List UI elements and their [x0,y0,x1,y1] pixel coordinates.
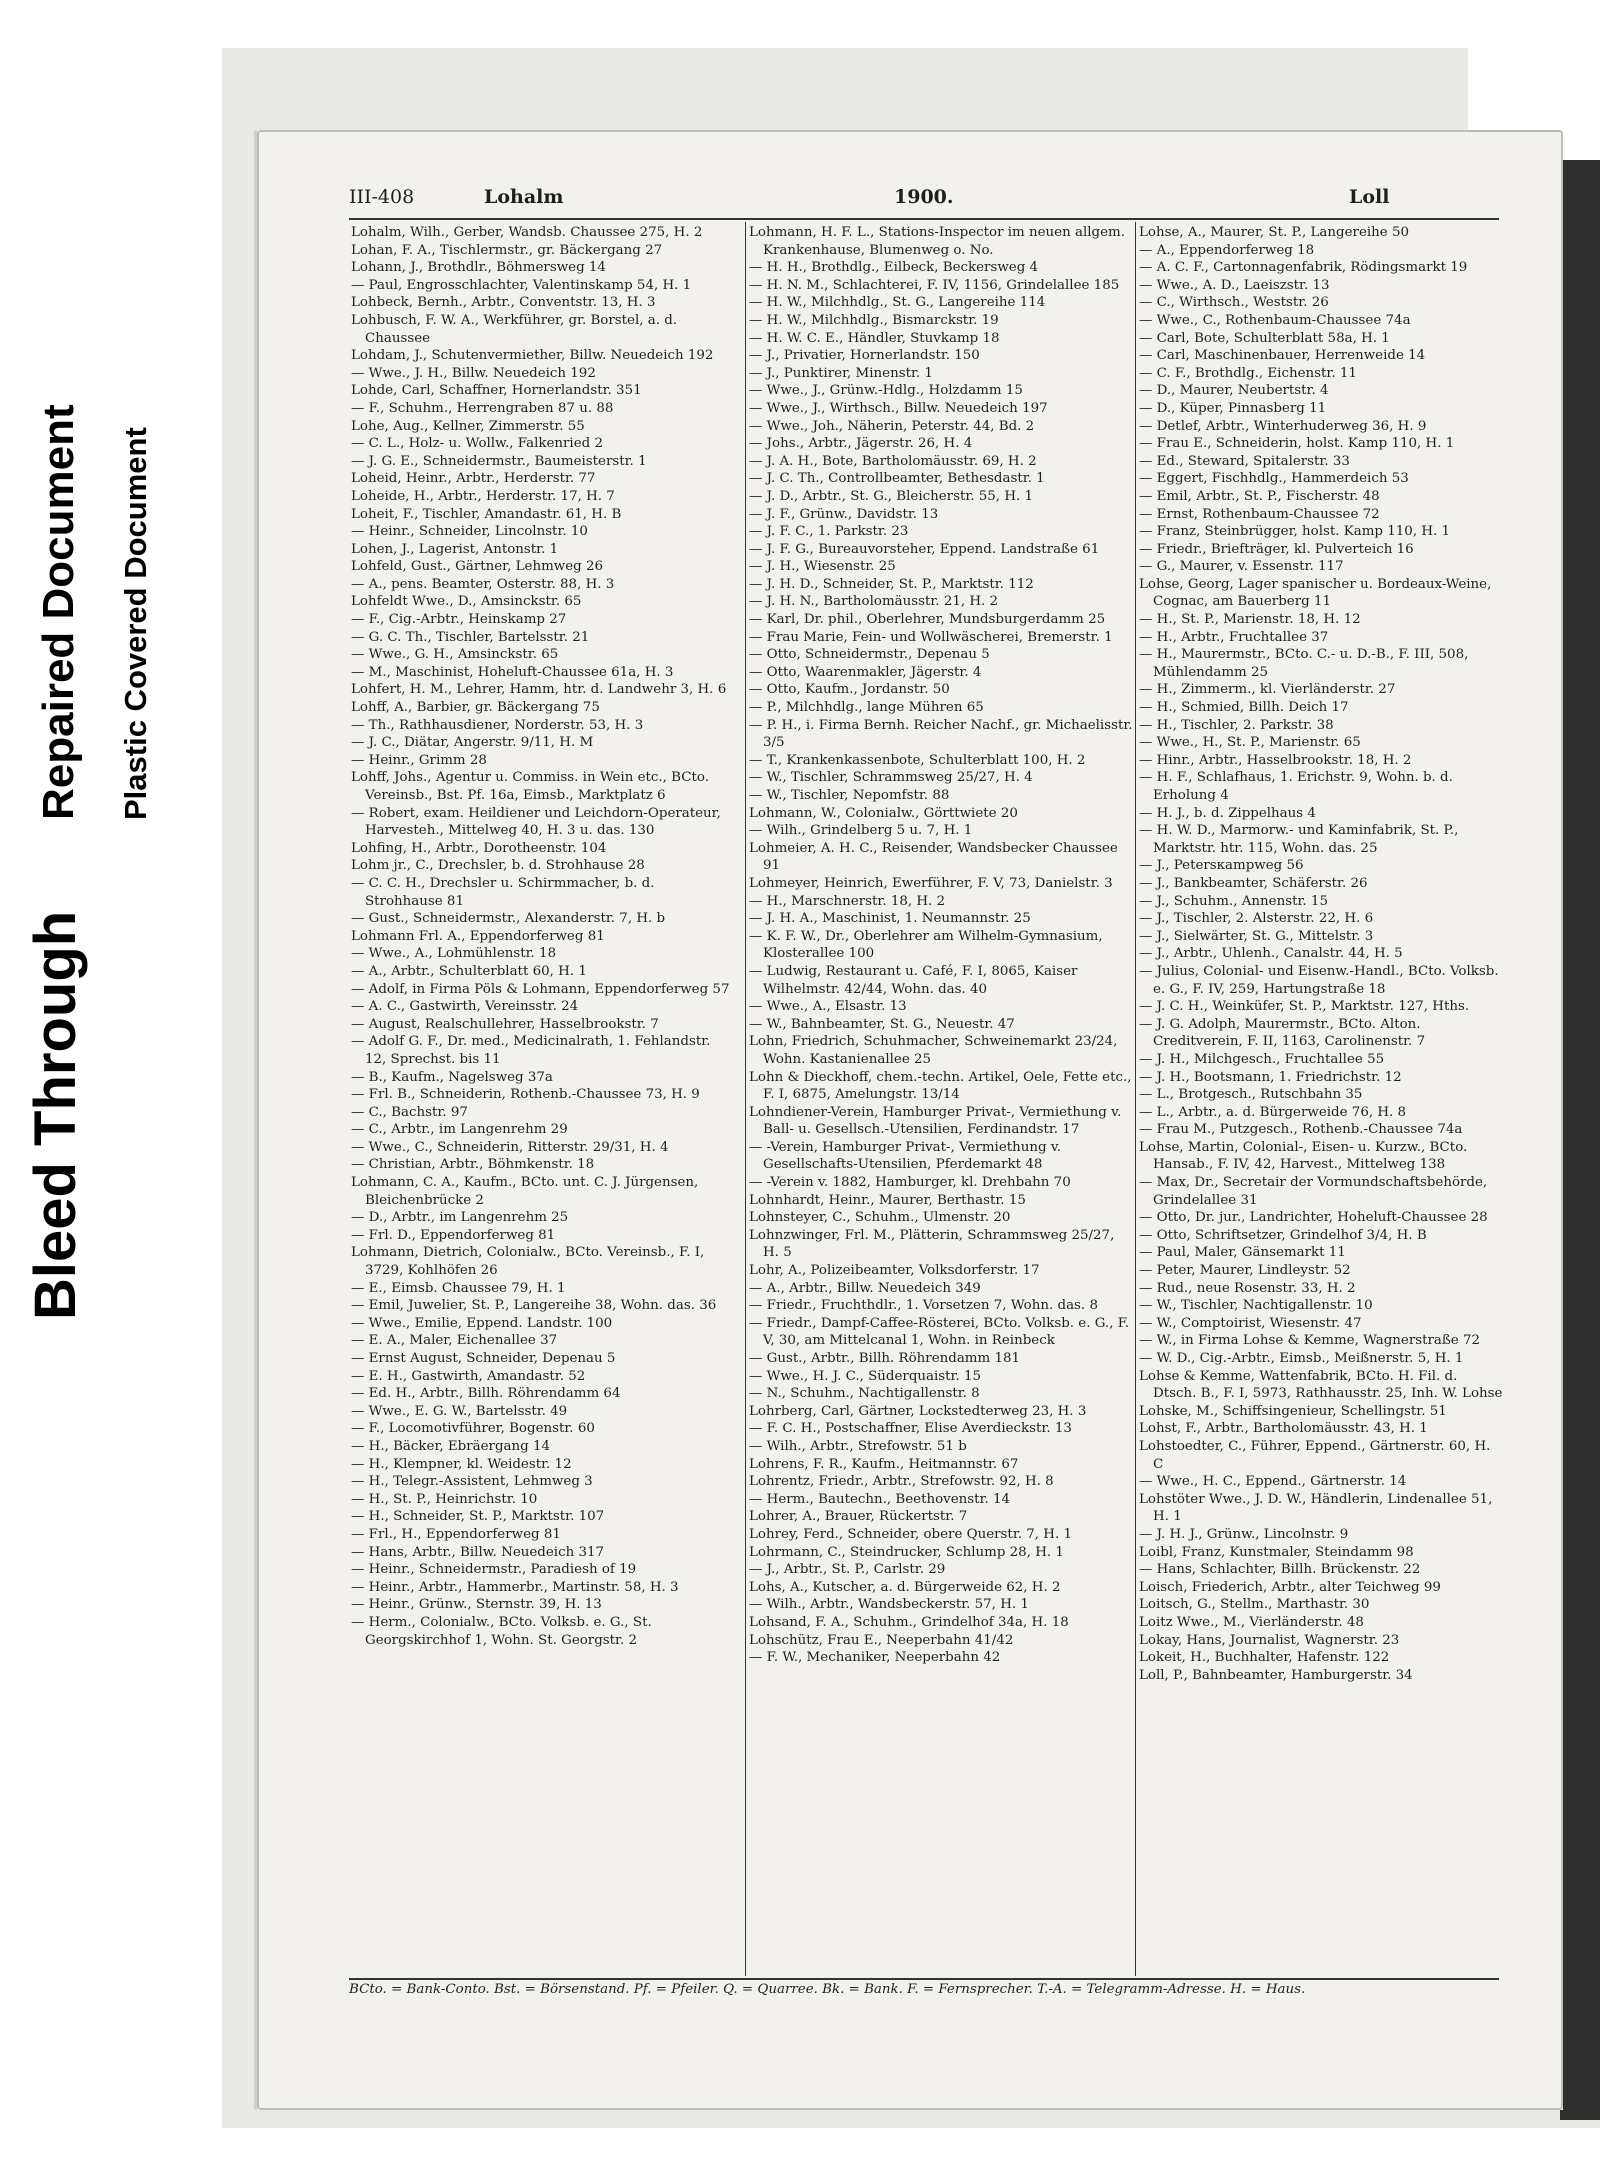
directory-entry: — Wwe., J. H., Billw. Neuedeich 192 [351,365,596,381]
directory-entry: Lohschütz, Frau E., Neeperbahn 41/42 [749,1632,1014,1648]
directory-entry: Lohmann, Dietrich, Colonialw., BCto. Vereinsb., F. I, 3729, Kohlhöfen 26 [351,1245,705,1279]
directory-entry: — Heinr., Grünw., Sternstr. 39, H. 13 [351,1597,602,1613]
directory-entry: — Ernst August, Schneider, Depenau 5 [351,1351,616,1366]
directory-entry: — Peter, Maurer, Lindleystr. 52 [1139,1263,1351,1279]
directory-entry: — Emil, Juwelier, St. P., Langereihe 38, Wohn. das. 36 [351,1298,717,1314]
directory-entry: — J. D., Arbtr., St. G., Bleicherstr. 55, H. 1 [749,488,1034,504]
directory-entry: — J. C. Th., Controllbeamter, Bethesdastr. 1 [749,471,1045,487]
directory-entry: — J. G. Adolph, Maurermstr., BCto. Alton. Creditverein, F. II, 1163, Carolinenstr. 7 [1139,1016,1426,1050]
directory-entry: Lohfert, H. M., Lehrer, Hamm, htr. d. Landwehr 3, H. 6 [351,682,727,698]
directory-entry: — H. H., Brothdlg., Eilbeck, Beckersweg 4 [749,260,1039,276]
directory-entry: — C. F., Brothdlg., Eichenstr. 11 [1139,365,1357,381]
column-divider [1135,222,1136,1976]
directory-entry: — J. H. D., Schneider, St. P., Marktstr. 112 [749,576,1034,592]
directory-entry: Loheit, F., Tischler, Amandastr. 61, H. B [351,506,622,522]
directory-entry: — H. F., Schlafhaus, 1. Erichstr. 9, Wohn. b. d. Erholung 4 [1139,770,1453,803]
directory-entry: Lohn & Dieckhoff, chem.-techn. Artikel, Oele, Fette etc., F. I, 6875, Amelungstr. 13/14 [749,1069,1132,1103]
directory-entry: — C. L., Holz- u. Wollw., Falkenried 2 [351,436,603,452]
directory-entry: Lohndiener-Verein, Hamburger Privat-, Vermiethung v. Ball- u. Gesellsch.-Utensilien, Ferdinandstr. 17 [749,1104,1122,1138]
directory-entry: — Heinr., Arbtr., Hammerbr., Martinstr. 58, H. 3 [351,1579,679,1595]
adjacent-page-edge [1560,160,1600,2120]
directory-entry: — M., Maschinist, Hoheluft-Chaussee 61a, H. 3 [351,664,674,680]
directory-entry: — J., Arbtr., St. P., Carlstr. 29 [749,1562,946,1578]
directory-entry: Lokeit, H., Buchhalter, Hafenstr. 122 [1139,1650,1390,1666]
directory-entry: — Otto, Schriftsetzer, Grindelhof 3/4, H. B [1139,1227,1427,1243]
directory-entry: — T., Krankenkassenbote, Schulterblatt 100, H. 2 [749,752,1086,768]
directory-entry: Lohrberg, Carl, Gärtner, Lockstedterweg 23, H. 3 [749,1403,1087,1419]
directory-page [254,130,1563,2110]
directory-entry: — J. F., Grünw., Davidstr. 13 [749,506,939,522]
directory-entry: — J. A. H., Bote, Bartholomäusstr. 69, H. 2 [749,453,1037,469]
directory-entry: Lohe, Aug., Kellner, Zimmerstr. 55 [351,418,585,434]
directory-entry: — Eggert, Fischhdlg., Hammerdeich 53 [1139,471,1409,487]
directory-entry: — Friedr., Fruchthdlr., 1. Vorsetzen 7, Wohn. das. 8 [749,1298,1098,1314]
directory-entry: — Julius, Colonial- und Eisenw.-Handl., BCto. Volksb. e. G., F. IV, 259, Hartungstraße 18 [1139,963,1499,997]
directory-entry: — H. W., Milchhdlg., Bismarckstr. 19 [749,312,999,328]
directory-entry: — Ernst, Rothenbaum-Chaussee 72 [1139,506,1380,522]
directory-entry: — D., Arbtr., im Langenrehm 25 [351,1210,569,1226]
directory-entry: — J. G. E., Schneidermstr., Baumeisterstr. 1 [351,453,647,469]
directory-entry: — C. C. H., Drechsler u. Schirmmacher, b. d. Strohhause 81 [351,875,655,909]
directory-entry: — W., Tischler, Nachtigallenstr. 10 [1139,1298,1373,1314]
directory-entry: — E. A., Maler, Eichenallee 37 [351,1333,558,1349]
directory-entry: — H., St. P., Marienstr. 18, H. 12 [1139,612,1361,628]
directory-entry: — C., Bachstr. 97 [351,1104,468,1120]
directory-entry: — Wwe., J., Wirthsch., Billw. Neuedeich 197 [749,400,1048,416]
directory-entry: — -Verein v. 1882, Hamburger, kl. Drehbahn 70 [749,1175,1071,1191]
directory-entry: — Wwe., J., Grünw.-Hdlg., Holzdamm 15 [749,383,1023,399]
directory-entry: — H. W., Milchhdlg., St. G., Langereihe 114 [749,295,1046,311]
directory-entry: Lohse & Kemme, Wattenfabrik, BCto. H. Fil. d. Dtsch. B., F. I, 5973, Rathhausstr. 25, Inh. W. Lohse [1139,1368,1503,1402]
directory-entry: Loitsch, G., Stellm., Marthastr. 30 [1139,1597,1370,1613]
directory-entry: — C., Arbtr., im Langenrehm 29 [351,1122,568,1138]
directory-entry: — Wwe., C., Schneiderin, Ritterstr. 29/31, H. 4 [351,1139,669,1155]
directory-entry: — H., Zimmerm., kl. Vierländerstr. 27 [1139,682,1396,698]
directory-entry: — W., Tischler, Nepomfstr. 88 [749,788,950,803]
directory-entry: Lohfeldt Wwe., D., Amsinckstr. 65 [351,594,582,610]
directory-entry: — H. N. M., Schlachterei, F. IV, 1156, Grindelallee 185 [749,277,1120,293]
directory-entry: — W., Comptoirist, Wiesenstr. 47 [1139,1315,1362,1331]
directory-entry: Lokay, Hans, Journalist, Wagnerstr. 23 [1139,1632,1400,1648]
directory-entry: — Wwe., A., Elsastr. 13 [749,999,907,1015]
repaired-document-label: Repaired Document [34,404,83,820]
directory-entry: — D., Maurer, Neubertstr. 4 [1139,383,1329,399]
page-number: III-408 [349,186,415,208]
directory-entry: — H., St. P., Heinrichstr. 10 [351,1491,538,1507]
footer-rule [349,1978,1499,1980]
directory-entry: — H. W. C. E., Händler, Stuvkamp 18 [749,330,1000,346]
directory-entry: Loisch, Friederich, Arbtr., alter Teichweg 99 [1139,1579,1441,1595]
directory-entry: Lohdam, J., Schutenvermiether, Billw. Neuedeich 192 [351,348,714,364]
directory-entry: — Heinr., Schneider, Lincolnstr. 10 [351,524,588,540]
directory-entry: — Wwe., G. H., Amsinckstr. 65 [351,647,559,663]
directory-entry: — Hans, Arbtr., Billw. Neuedeich 317 [351,1544,605,1560]
directory-entry: — Robert, exam. Heildiener und Leichdorn-Operateur, Harvestеh., Mittelweg 40, H. 3 u. das. 130 [351,805,721,839]
directory-entry: — Wilh., Grindelberg 5 u. 7, H. 1 [749,823,973,839]
directory-entry: — F. W., Mechaniker, Neeperbahn 42 [749,1650,1001,1666]
directory-entry: — Ludwig, Restaurant u. Café, F. I, 8065, Kaiser Wilhelmstr. 42/44, Wohn. das. 40 [749,963,1078,997]
directory-entry: — P., Milchhdlg., lange Mühren 65 [749,700,984,716]
column-1 [351,224,735,1976]
plastic-covered-label: Plastic Covered Document [118,427,153,820]
directory-entry: — F. C. H., Postschaffner, Elise Averdieckstr. 13 [749,1421,1072,1437]
directory-entry: — Ed. H., Arbtr., Billh. Röhrendamm 64 [351,1386,621,1402]
directory-entry: — Otto, Waarenmakler, Jägerstr. 4 [749,664,982,680]
directory-entry: Lohn, Friedrich, Schuhmacher, Schweinemarkt 23/24, Wohn. Kastanienallee 25 [749,1034,1118,1067]
left-guide-word: Lohalm [484,186,564,208]
directory-entry: — A., Eppendorferweg 18 [1139,242,1315,258]
directory-entry: — J. H. N., Bartholomäusstr. 21, H. 2 [749,594,999,610]
directory-entry: — Wwe., C., Rothenbaum-Chaussee 74a [1139,312,1411,328]
directory-entry: — H., Telegr.-Assistent, Lehmweg 3 [351,1474,593,1490]
directory-entry: — J. C. H., Weinküfer, St. P., Marktstr. 127, Hths. [1139,999,1470,1015]
directory-entry: — J., Punktirer, Minenstr. 1 [749,365,933,381]
directory-entry: — H., Schneider, St. P., Marktstr. 107 [351,1509,605,1525]
directory-entry: — H., Schmied, Billh. Deich 17 [1139,700,1349,716]
directory-entry: — Wwe., E. G. W., Bartelsstr. 49 [351,1403,568,1419]
directory-entry: Lohsand, F. A., Schuhm., Grindelhof 34a, H. 18 [749,1614,1069,1630]
directory-entry: — August, Realschullehrer, Hasselbrookstr. 7 [351,1016,659,1032]
directory-entry: — E., Eimsb. Chaussee 79, H. 1 [351,1280,566,1296]
directory-entry: Lohstöter Wwe., J. D. W., Händlerin, Lindenallee 51, H. 1 [1139,1491,1493,1525]
directory-entry: — W., in Firma Lohse & Kemme, Wagnerstraße 72 [1139,1333,1481,1349]
directory-entry: — J. H., Milchgesch., Fruchtallee 55 [1139,1051,1385,1067]
directory-entry: — Wwe., Joh., Näherin, Peterstr. 44, Bd. 2 [749,418,1035,434]
directory-entry: — Hinr., Arbtr., Hasselbrookstr. 18, H. 2 [1139,752,1412,768]
directory-entry: — Karl, Dr. phil., Oberlehrer, Mundsburgerdamm 25 [749,612,1106,628]
directory-entry: — Wilh., Arbtr., Strefowstr. 51 b [749,1438,967,1454]
directory-entry: Lohmeyer, Heinrich, Ewerführer, F. V, 73, Danielstr. 3 [749,875,1113,891]
directory-entry: Lohse, Georg, Lager spanischer u. Bordeaux-Weine, Cognac, am Bauerberg 11 [1139,576,1492,610]
directory-entry: — H. J., b. d. Zippelhaus 4 [1139,805,1316,821]
directory-entry: — A. C., Gastwirth, Vereinsstr. 24 [351,999,579,1015]
directory-entry: Lohff, Johs., Agentur u. Commiss. in Wein etc., BCto. Vereinsb., Bst. Pf. 16a, Eimsb., Marktplatz 6 [351,770,709,803]
directory-entry: — Frau E., Schneiderin, holst. Kamp 110, H. 1 [1139,436,1455,452]
directory-entry: — Frl., H., Eppendorferweg 81 [351,1526,561,1542]
column-3 [1139,224,1503,1976]
directory-entry: Lohff, A., Barbier, gr. Bäckergang 75 [351,700,600,716]
directory-entry: — Frl. B., Schneiderin, Rothenb.-Chaussee 73, H. 9 [351,1087,700,1103]
directory-entry: — Gust., Schneidermstr., Alexanderstr. 7, H. b [351,911,666,927]
directory-entry: Lohan, F. A., Tischlermstr., gr. Bäckergang 27 [351,242,663,258]
directory-entry: — G. C. Th., Tischler, Bartelsstr. 21 [351,629,590,645]
directory-entry: — J. F. C., 1. Parkstr. 23 [749,524,909,540]
bleed-through-label: Bleed Through [23,910,88,1320]
directory-entry: — Heinr., Schneidermstr., Paradiesh of 19 [351,1562,637,1578]
directory-entry: — J. H. J., Grünw., Lincolnstr. 9 [1139,1526,1349,1542]
year-label: 1900. [894,186,954,208]
directory-entry: — Carl, Bote, Schulterblatt 58a, H. 1 [1139,330,1390,346]
directory-entry: Lohse, Martin, Colonial-, Eisen- u. Kurzw., BCto. Hansab., F. IV, 42, Harvest., Mittelweg 138 [1139,1139,1468,1173]
directory-entry: — J., Arbtr., Uhlenh., Canalstr. 44, H. 5 [1139,946,1403,962]
directory-entry: — Paul, Engrosschlachter, Valentinskamp 54, H. 1 [351,277,692,293]
directory-entry: — A. C. F., Cartonnagenfabrik, Rödingsmarkt 19 [1139,260,1468,276]
directory-entry: — Wwe., A., Lohmühlenstr. 18 [351,946,557,962]
directory-entry: Lohr, A., Polizeibeamter, Volksdorferstr. 17 [749,1263,1040,1279]
directory-entry: — J., Schuhm., Annenstr. 15 [1139,893,1328,909]
directory-entry: Lohs, A., Kutscher, a. d. Bürgerweide 62, H. 2 [749,1579,1061,1595]
column-2 [749,224,1133,1976]
directory-entry: — Rud., neue Rosenstr. 33, H. 2 [1139,1280,1356,1296]
directory-entry: — G., Maurer, v. Essenstr. 117 [1139,559,1344,575]
directory-entry: Loheid, Heinr., Arbtr., Herderstr. 77 [351,471,596,487]
directory-entry: — J., Tischler, 2. Alsterstr. 22, H. 6 [1139,911,1374,927]
directory-entry: Lohrey, Ferd., Schneider, obere Querstr. 7, H. 1 [749,1526,1072,1542]
directory-entry: Loibl, Franz, Kunstmaler, Steindamm 98 [1139,1544,1414,1560]
directory-entry: Lohde, Carl, Schaffner, Hornerlandstr. 351 [351,383,642,399]
directory-entry: — Wwe., Emilie, Eppend. Landstr. 100 [351,1315,613,1331]
directory-entry: — J., Privatier, Hornerlandstr. 150 [749,348,980,364]
directory-entry: — Christian, Arbtr., Böhmkenstr. 18 [351,1157,595,1173]
directory-entry: — K. F. W., Dr., Oberlehrer am Wilhelm-Gymnasium, Klosterallee 100 [749,928,1103,962]
directory-entry: — Herm., Bautechn., Beethovenstr. 14 [749,1491,1010,1507]
directory-entry: Loll, P., Bahnbeamter, Hamburgerstr. 34 [1139,1667,1413,1683]
directory-entry: Lohfing, H., Arbtr., Dorotheenstr. 104 [351,840,607,856]
directory-entry: — J. F. G., Bureauvorsteher, Eppend. Landstraße 61 [749,541,1100,557]
directory-entry: — Detlef, Arbtr., Winterhuderweg 36, H. 9 [1139,418,1427,434]
directory-entry: — H., Bäcker, Ebräergang 14 [351,1438,551,1454]
directory-entry: — W., Bahnbeamter, St. G., Neuestr. 47 [749,1016,1015,1032]
directory-entry: — H., Klempner, kl. Weidestr. 12 [351,1456,572,1472]
page-header [349,186,1499,220]
directory-entry: Lohse, A., Maurer, St. P., Langereihe 50 [1139,225,1409,240]
directory-entry: — Frau M., Putzgesch., Rothenb.-Chaussee 74a [1139,1122,1463,1138]
header-rule [349,218,1499,220]
abbreviation-legend: BCto. = Bank-Conto. Bst. = Börsenstand. Pf. = Pfeiler. Q. = Quarree. Bk. = Bank. F. = Fernsprecher. T.-A. = Telegramm-Adresse. H. = Haus. [349,1982,1306,1997]
directory-entry: — N., Schuhm., Nachtigallenstr. 8 [749,1386,980,1402]
directory-entry: Lohmann Frl. A., Eppendorferweg 81 [351,928,605,944]
directory-entry: — Adolf, in Firma Pöls & Lohmann, Eppendorferweg 57 [351,981,730,997]
directory-entry: — Adolf G. F., Dr. med., Medicinalrath, 1. Fehlandstr. 12, Sprechst. bis 11 [351,1034,711,1067]
directory-entry: — Paul, Maler, Gänsemarkt 11 [1139,1245,1346,1261]
column-divider [745,222,746,1976]
directory-entry: — F., Schuhm., Herrengraben 87 u. 88 [351,400,614,416]
directory-entry: Lohen, J., Lagerist, Antonstr. 1 [351,541,559,557]
directory-entry: — Friedr., Dampf-Caffee-Rösterei, BCto. Volksb. e. G., F. V, 30, am Mittelcanal 1, Wohn. in Reinbeck [749,1315,1130,1349]
directory-entry: — Wilh., Arbtr., Wandsbeckerstr. 57, H. 1 [749,1597,1029,1613]
directory-entry: — J. H. A., Maschinist, 1. Neumannstr. 25 [749,911,1031,927]
directory-entry: — Gust., Arbtr., Billh. Röhrendamm 181 [749,1351,1021,1366]
directory-entry: — Heinr., Grimm 28 [351,752,487,768]
directory-entry: Lohnsteyer, C., Schuhm., Ulmenstr. 20 [749,1210,1011,1226]
directory-entry: Lohbusch, F. W. A., Werkführer, gr. Borstel, a. d. Chaussee [351,312,678,346]
directory-entry: Lohmeier, A. H. C., Reisender, Wandsbecker Chaussee 91 [749,840,1118,874]
side-labels [0,0,200,2177]
directory-entry: Lohfeld, Gust., Gärtner, Lehmweg 26 [351,559,604,575]
directory-entry: — Ed., Steward, Spitalerstr. 33 [1139,453,1350,469]
directory-entry: Lohmann, C. A., Kaufm., BCto. unt. C. J. Jürgensen, Bleichenbrücke 2 [351,1175,699,1208]
directory-entry: — Herm., Colonialw., BCto. Volksb. e. G., St. Georgskirchhof 1, Wohn. St. Georgstr. 2 [351,1614,652,1648]
directory-entry: — J., Bankbeamter, Schäferstr. 26 [1139,875,1368,891]
directory-entry: Loitz Wwe., M., Vierländerstr. 48 [1139,1614,1364,1630]
directory-entry: — H., Arbtr., Fruchtallee 37 [1139,629,1329,645]
directory-entry: — J. H., Wiesenstr. 25 [749,559,896,575]
directory-entry: Lohrer, A., Brauer, Rückertstr. 7 [749,1509,968,1525]
directory-entry: Lohnhardt, Heinr., Maurer, Berthastr. 15 [749,1192,1026,1208]
directory-entry: Lohrmann, C., Steindrucker, Schlump 28, H. 1 [749,1544,1064,1560]
directory-entry: — H., Marschnerstr. 18, H. 2 [749,893,946,909]
directory-entry: — Hans, Schlachter, Billh. Brückenstr. 22 [1139,1562,1421,1578]
directory-entry: — Johs., Arbtr., Jägerstr. 26, H. 4 [749,436,973,452]
directory-entry: Lohstoedter, C., Führer, Eppend., Gärtnerstr. 60, H. C [1139,1438,1491,1472]
directory-entry: — L., Arbtr., a. d. Bürgerweide 76, H. 8 [1139,1104,1407,1120]
directory-entry: — W. D., Cig.-Arbtr., Eimsb., Meißnerstr. 5, H. 1 [1139,1351,1464,1366]
directory-entry: — B., Kaufm., Nagelsweg 37a [351,1069,553,1085]
directory-entry: — H., Tischler, 2. Parkstr. 38 [1139,717,1334,733]
directory-entry: Lohalm, Wilh., Gerber, Wandsb. Chaussee 275, H. 2 [351,225,703,240]
directory-entry: Lohann, J., Brothdlr., Böhmersweg 14 [351,260,606,276]
directory-entry: — Max, Dr., Secretair der Vormundschaftsbehörde, Grindelallee 31 [1139,1175,1488,1208]
directory-entry: — Wwe., H. C., Eppend., Gärtnerstr. 14 [1139,1474,1407,1490]
directory-entry: — Emil, Arbtr., St. P., Fischerstr. 48 [1139,488,1380,504]
directory-entry: Lohmann, W., Colonialw., Görttwiete 20 [749,805,1018,821]
directory-entry: — Wwe., H. J. C., Süderquaistr. 15 [749,1368,982,1384]
directory-entry: — F., Cig.-Arbtr., Heinskamp 27 [351,612,567,628]
directory-entry: — Wwe., A. D., Laeiszstr. 13 [1139,277,1330,293]
directory-entry: — P. H., i. Firma Bernh. Reicher Nachf., gr. Michaelisstr. 3/5 [749,717,1133,751]
directory-entry: — W., Tischler, Schrammsweg 25/27, H. 4 [749,770,1033,786]
directory-entry: — Friedr., Briefträger, kl. Pulverteich 16 [1139,541,1414,557]
directory-entry: — -Verein, Hamburger Privat-, Vermiethung v. Gesellschafts-Utensilien, Pferdemarkt 48 [749,1139,1062,1173]
directory-entry: Lohrentz, Friedr., Arbtr., Strefowstr. 92, H. 8 [749,1474,1054,1490]
directory-entry: Lohm jr., C., Drechsler, b. d. Strohhause 28 [351,858,645,874]
directory-entry: — Otto, Kaufm., Jordanstr. 50 [749,682,950,698]
directory-entry: — Frl. D., Eppendorferweg 81 [351,1227,556,1243]
directory-entry: — Otto, Dr. jur., Landrichter, Hoheluft-Chaussee 28 [1139,1210,1488,1226]
directory-entry: — L., Brotgesch., Rutschbahn 35 [1139,1087,1363,1103]
right-guide-word: Loll [1349,186,1390,208]
directory-entry: — Carl, Maschinenbauer, Herrenweide 14 [1139,348,1426,364]
directory-entry: Lohmann, H. F. L., Stations-Inspector im neuen allgem. Krankenhause, Blumenweg o. No. [749,225,1125,258]
directory-entry: — J. H., Bootsmann, 1. Friedrichstr. 12 [1139,1069,1402,1085]
directory-entry: — Otto, Schneidermstr., Depenau 5 [749,647,990,663]
directory-entry: — F., Locomotivführer, Bogenstr. 60 [351,1421,595,1437]
directory-entry: — A., pens. Beamter, Osterstr. 88, H. 3 [351,576,615,592]
directory-entry: — Franz, Steinbrügger, holst. Kamp 110, H. 1 [1139,524,1451,540]
directory-entry: — Frau Marie, Fein- und Wollwäscherei, Bremerstr. 1 [749,629,1113,645]
directory-entry: Lohst, F., Arbtr., Bartholomäusstr. 43, H. 1 [1139,1421,1428,1437]
directory-entry: — D., Küper, Pinnasberg 11 [1139,400,1327,416]
directory-entry: — J., Sielwärter, St. G., Mittelstr. 3 [1139,928,1374,944]
directory-entry: Lohnzwinger, Frl. M., Plätterin, Schrammsweg 25/27, H. 5 [749,1227,1115,1261]
directory-entry: Loheide, H., Arbtr., Herderstr. 17, H. 7 [351,488,615,504]
directory-entry: — A., Arbtr., Billw. Neuedeich 349 [749,1280,981,1296]
directory-entry: — J. C., Diätar, Angerstr. 9/11, H. M [351,735,594,751]
directory-entry: Lohbeck, Bernh., Arbtr., Conventstr. 13, H. 3 [351,295,656,311]
directory-entry: — H. W. D., Marmorw.- und Kaminfabrik, St. P., Marktstr. htr. 115, Wohn. das. 25 [1139,823,1459,856]
directory-entry: — H., Maurermstr., BCto. C.- u. D.-B., F. III, 508, Mühlendamm 25 [1139,647,1469,680]
directory-entry: — J., Petersкampweg 56 [1139,858,1304,874]
directory-entry: — C., Wirthsch., Weststr. 26 [1139,295,1329,311]
directory-entry: — Wwe., H., St. P., Marienstr. 65 [1139,735,1361,751]
directory-entry: Lohrens, F. R., Kaufm., Heitmannstr. 67 [749,1456,1019,1472]
directory-entry: Lohske, M., Schiffsingenieur, Schellingstr. 51 [1139,1403,1447,1419]
directory-entry: — Th., Rathhausdiener, Norderstr. 53, H. 3 [351,717,644,733]
directory-entry: — A., Arbtr., Schulterblatt 60, H. 1 [351,963,587,979]
directory-entry: — E. H., Gastwirth, Amandastr. 52 [351,1368,586,1384]
